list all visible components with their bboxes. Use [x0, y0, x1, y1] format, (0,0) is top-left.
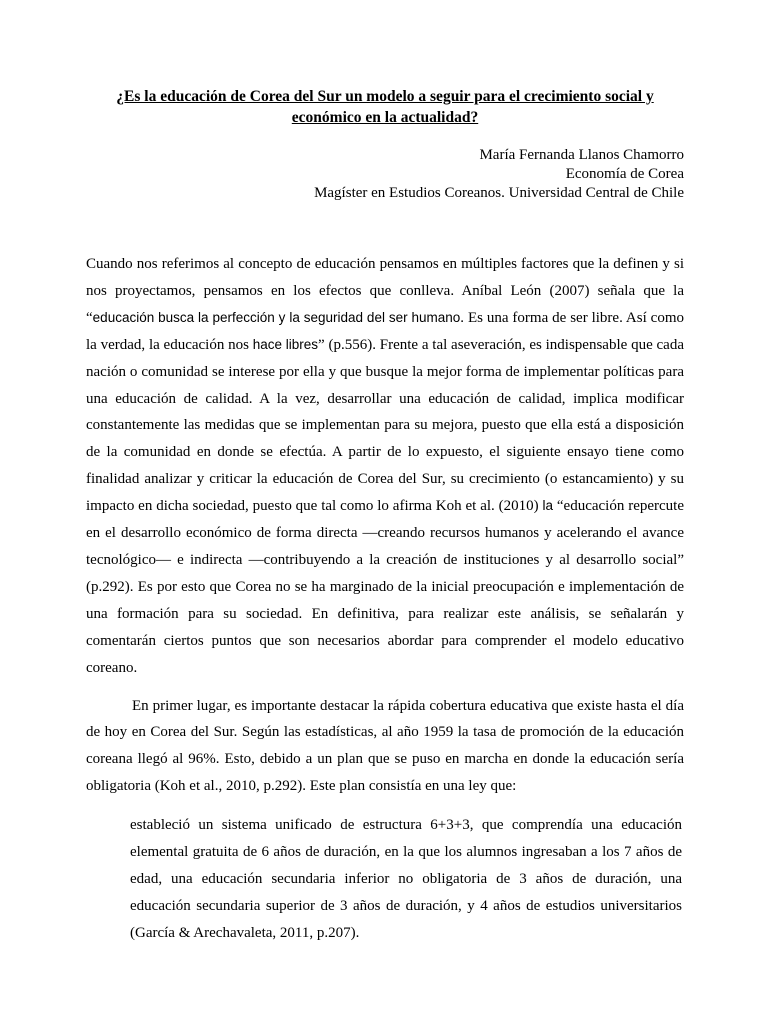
essay-title: ¿Es la educación de Corea del Sur un modelo a seguir para el crecimiento social y económico en la actualidad?	[116, 88, 654, 126]
intro-text-2: . Es una forma de ser libre. Así como la verdad, la educación nos	[86, 309, 684, 353]
intro-paragraph	[86, 251, 684, 682]
second-paragraph: En primer lugar, es importante destacar la rápida cobertura educativa que existe hasta el día de hoy en Corea del Sur. Según las estadísticas, al año 1959 la tasa de promoción de la educación coreana llegó al 96%. Esto, debido a un plan que se puso en marcha en donde la educación sería obligatoria (Koh et al., 2010, p.292). Este plan consistía en una ley que:	[86, 697, 684, 795]
author-affiliation: Magíster en Estudios Coreanos. Universidad Central de Chile	[314, 185, 684, 201]
course-name: Economía de Corea	[565, 166, 684, 182]
intro-text-1: Cuando nos referimos al concepto de educación pensamos en múltiples factores que la definen y si nos proyectamos, pensamos en los efectos que conlleva. Aníbal León (2007) señala que la “	[86, 256, 684, 326]
document-page	[86, 86, 684, 947]
inline-quote-3: la	[542, 498, 554, 514]
author-name: María Fernanda Llanos Chamorro	[479, 147, 684, 163]
author-block	[86, 146, 684, 203]
intro-text-3: ” (p.556). Frente a tal aseveración, es indispensable que cada nación o comunidad se interese por ella y que busque la mejor forma de implementar políticas para una educación de calidad. A la vez, desarrollar una educación de calidad, implica modificar constantemente las medidas que se implementan para su mejora, puesto que ella está a disposición de la comunidad en donde se efectúa. A partir de lo expuesto, el siguiente ensayo tiene como finalidad analizar y criticar la educación de Corea del Sur, su crecimiento (o estancamiento) y su impacto en dicha sociedad, puesto que tal como lo afirma Koh et al. (2010)	[86, 336, 684, 515]
inline-quote-1: educación busca la perfección y la seguridad del ser humano	[92, 309, 461, 325]
block-quote: estableció un sistema unificado de estructura 6+3+3, que comprendía una educación elemental gratuita de 6 años de duración, en la que los alumnos ingresaban a los 7 años de edad, una educación secundaria inferior no obligatoria de 3 años de duración, una educación secundaria superior de 3 años de duración, y 4 años de estudios universitarios (García & Arechavaleta, 2011, p.207).	[130, 817, 682, 941]
inline-quote-2: hace libres	[252, 336, 319, 352]
intro-text-4: “educación repercute en el desarrollo económico de forma directa —creando recursos humanos y acelerando el avance tecnológico— e indirecta —contribuyendo a la creación de instituciones y al desarrollo social” (p.292). Es por esto que Corea no se ha marginado de la inicial preocupación e implementación de una formación para su sociedad. En definitiva, para realizar este análisis, se señalarán y comentarán ciertos puntos que son necesarios abordar para comprender el modelo educativo coreano.	[86, 498, 684, 676]
